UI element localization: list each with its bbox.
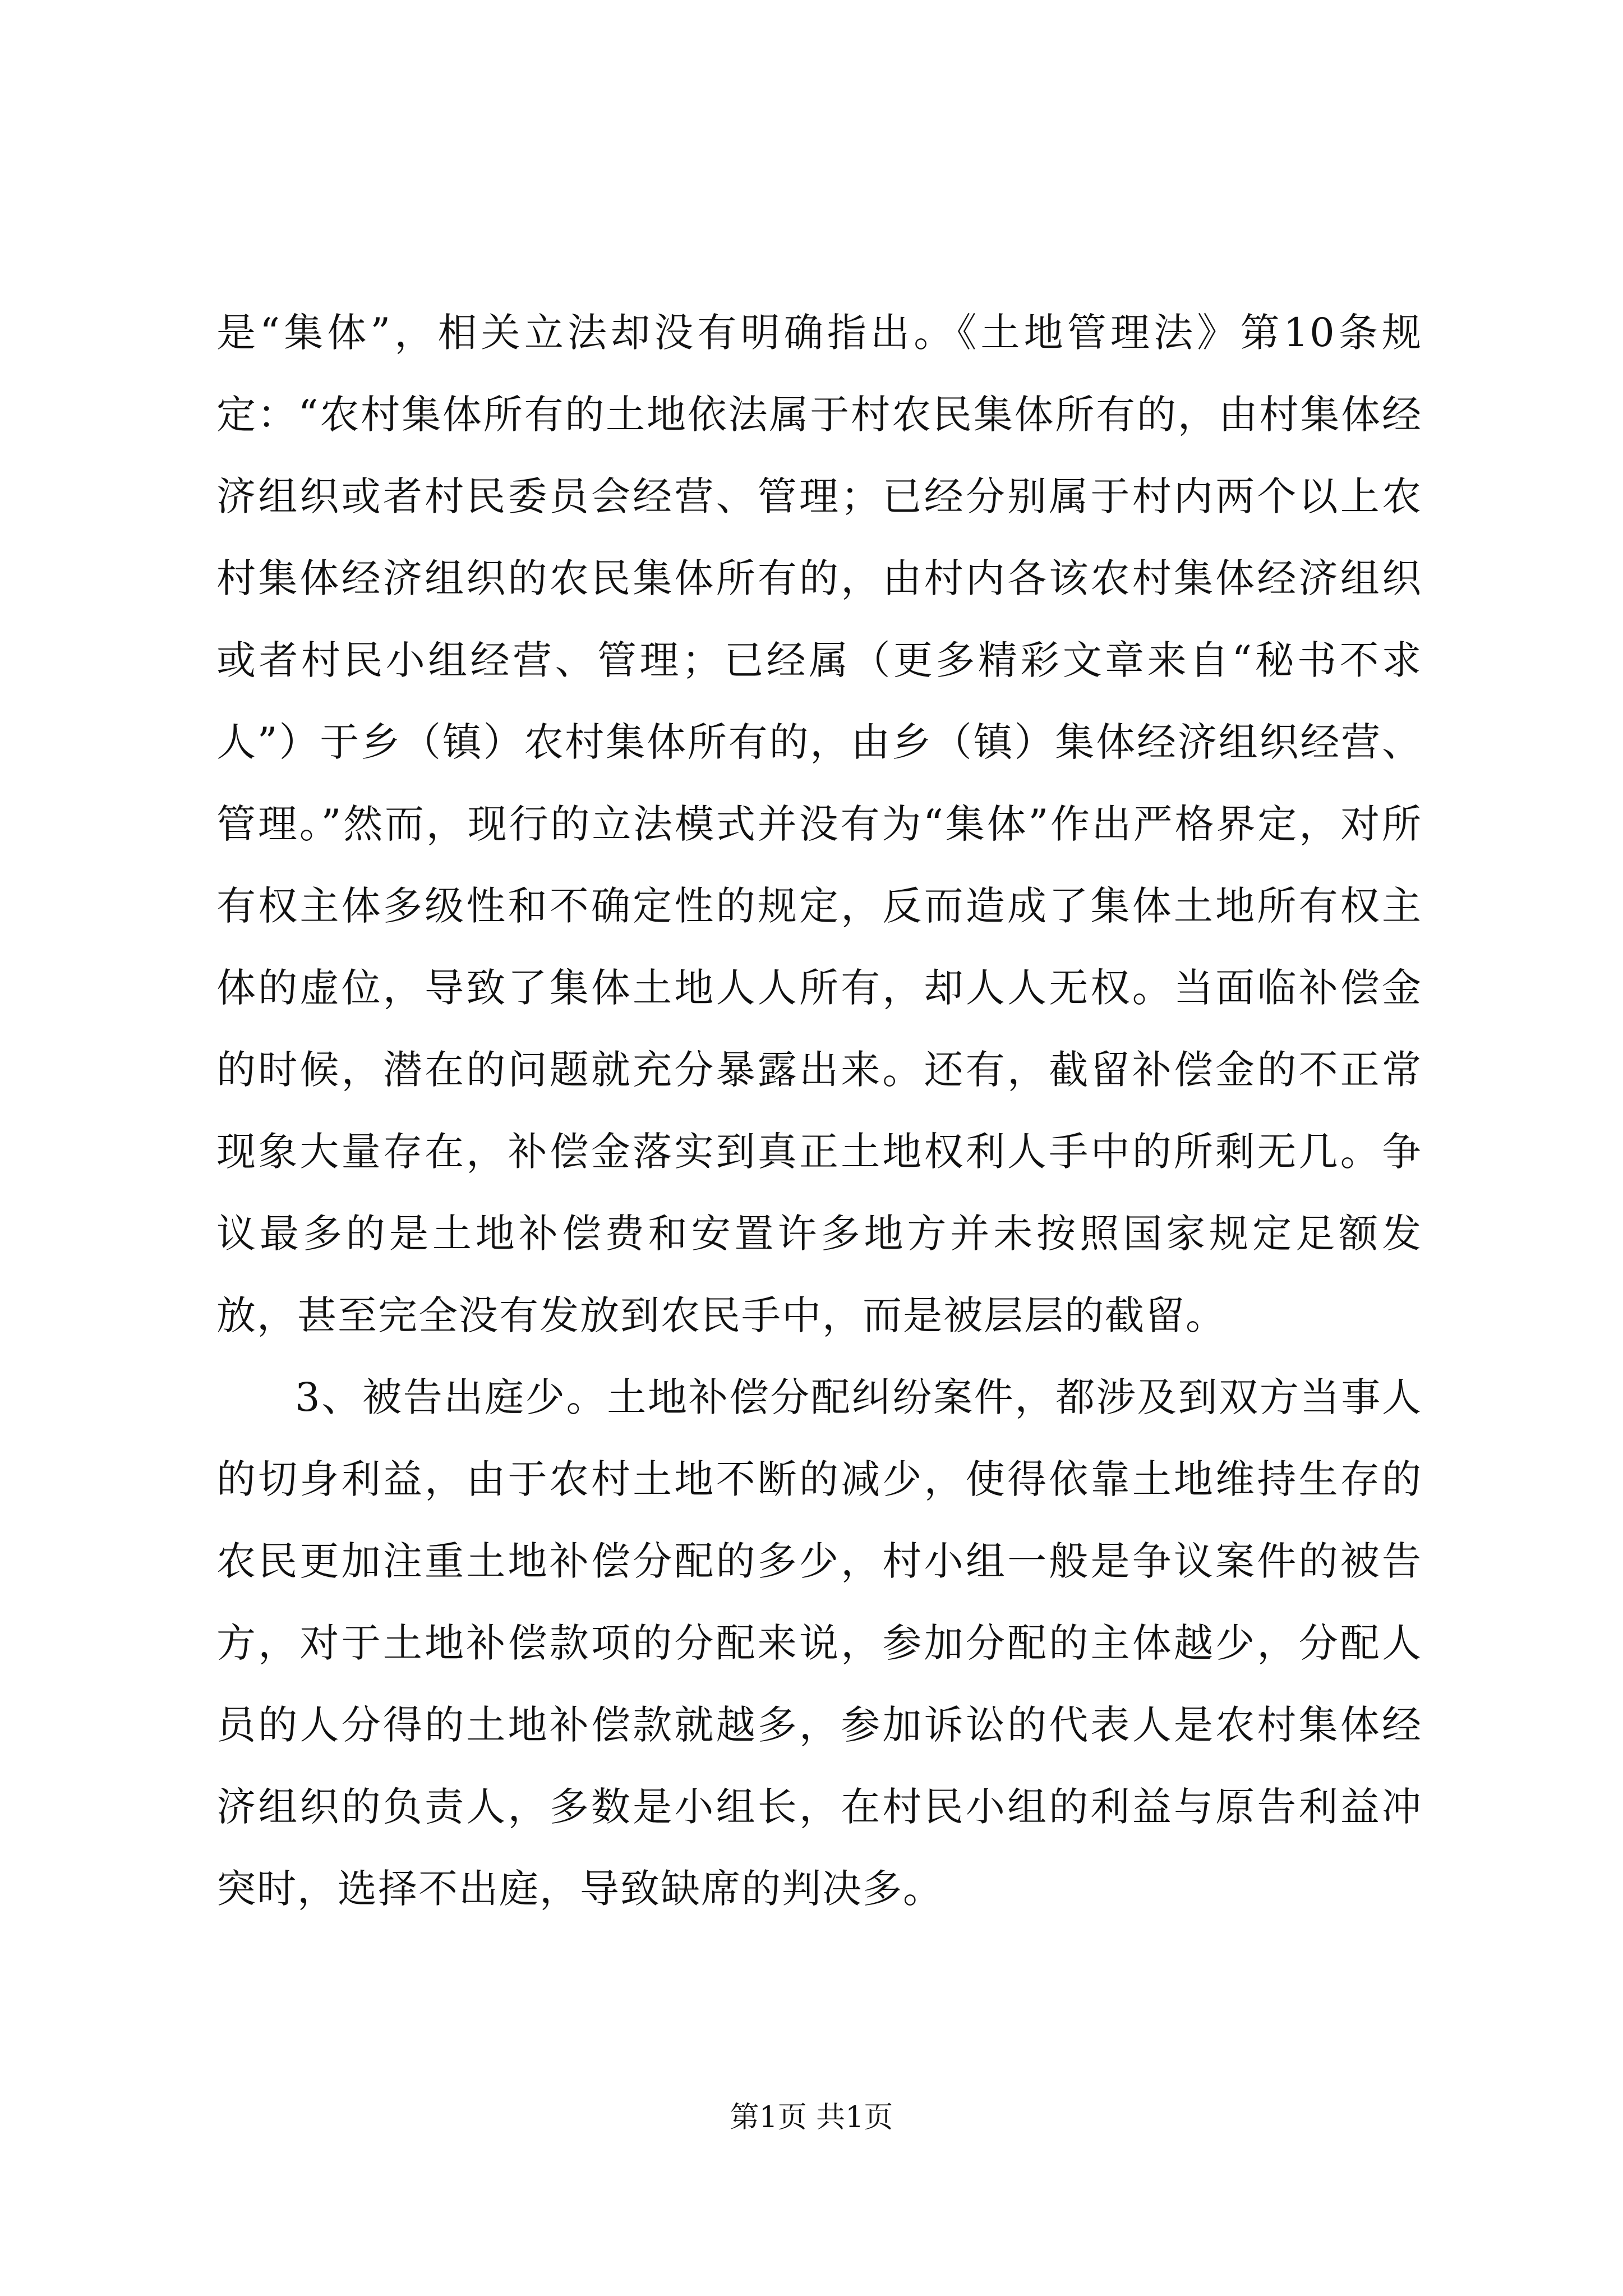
paragraph-defendant-absence: 3、被告出庭少。土地补偿分配纠纷案件，都涉及到双方当事人的切身利益，由于农村土地不断的减少，使得依靠土地维持生存的农民更加注重土地补偿分配的多少，村小组一般是争议案件的被告方，对于土地补偿款项的分配来说，参加分配的主体越少，分配人员的人分得的土地补偿款就越多，参加诉讼的代表人是农村集体经济组织的负责人，多数是小组长，在村民小组的利益与原告利益冲突时，选择不出庭，导致缺席的判决多。 <box>216 1374 1422 1912</box>
paragraph-continuation: 是“集体”，相关立法却没有明确指出。《土地管理法》第10条规定：“农村集体所有的土地依法属于村农民集体所有的，由村集体经济组织或者村民委员会经营、管理；已经分别属于村内两个以上农村集体经济组织的农民集体所有的，由村内各该农村集体经济组织或者村民小组经营、管理；已经属（更多精彩文章来自“秘书不求人”）于乡（镇）农村集体所有的，由乡（镇）集体经济组织经营、管理。”然而，现行的立法模式并没有为“集体”作出严格界定，对所有权主体多级性和不确定性的规定，反而造成了集体土地所有权主体的虚位，导致了集体土地人人所有，却人人无权。当面临补偿金的时候，潜在的问题就充分暴露出来。还有，截留补偿金的不正常现象大量存在，补偿金落实到真正土地权利人手中的所剩无几。争议最多的是土地补偿费和安置许多地方并未按照国家规定足额发放，甚至完全没有发放到农民手中，而是被层层的截留。 <box>216 310 1422 1338</box>
page-footer: 第1页 共1页 <box>730 2101 893 2134</box>
body-text <box>216 292 1422 1930</box>
